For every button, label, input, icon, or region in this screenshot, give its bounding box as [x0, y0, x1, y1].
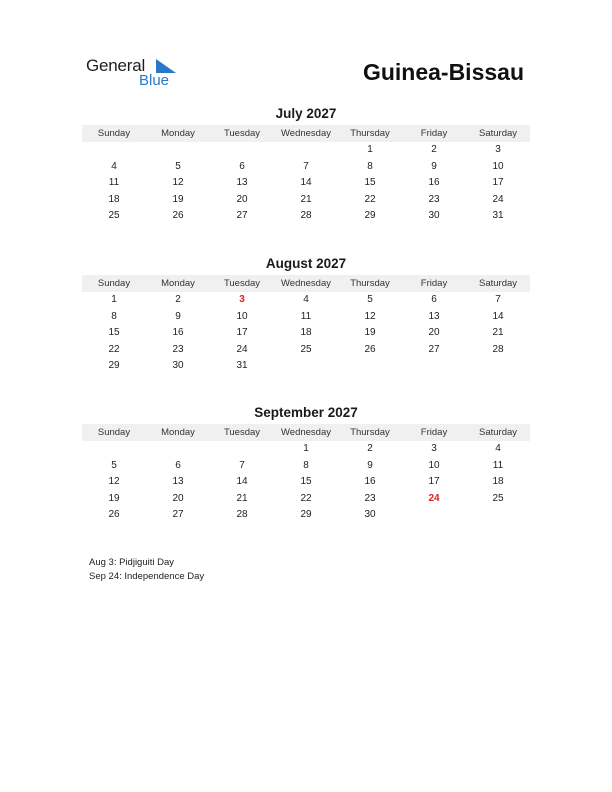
- day-cell: 21: [492, 327, 504, 338]
- day-cell: 14: [236, 476, 248, 487]
- day-cell: 4: [495, 443, 501, 454]
- empty-day-cell: [402, 507, 466, 524]
- weekday-label: Sunday: [97, 427, 131, 438]
- day-cell: 11: [492, 459, 504, 471]
- day-cell: 23: [172, 343, 184, 355]
- day-cell: 7: [239, 459, 245, 471]
- logo-text-blue: Blue: [139, 72, 170, 89]
- month-title: September 2027: [254, 405, 358, 420]
- day-cell: 5: [175, 160, 181, 172]
- month-calendar: [82, 255, 530, 375]
- weekday-label: Sunday: [97, 278, 131, 289]
- day-cell: 23: [364, 492, 376, 504]
- empty-day-cell: [466, 358, 530, 375]
- weekday-label: Thursday: [350, 128, 390, 139]
- day-cell: 3: [431, 443, 437, 454]
- empty-day-cell: [210, 441, 274, 458]
- logo-triangle-icon: [156, 59, 176, 73]
- day-cell: 3: [495, 144, 501, 155]
- day-cell: 20: [428, 327, 440, 338]
- logo-text-general: General: [86, 56, 146, 75]
- day-cell: 20: [172, 492, 184, 504]
- day-cell: 25: [300, 343, 312, 355]
- day-cell: 24: [492, 193, 504, 205]
- day-cell: 29: [108, 360, 120, 371]
- day-cell: 17: [492, 177, 504, 188]
- day-cell: 28: [300, 210, 312, 221]
- day-cell: 8: [111, 310, 117, 322]
- weekday-label: Friday: [420, 128, 448, 139]
- day-cell: 28: [492, 343, 504, 355]
- empty-day-cell: [274, 142, 338, 159]
- holiday-note: Sep 24: Independence Day: [89, 571, 205, 582]
- day-cell: 11: [108, 177, 120, 188]
- day-cell: 13: [172, 476, 184, 487]
- day-cell: 15: [108, 327, 120, 338]
- day-cell: 12: [108, 476, 120, 487]
- weekday-label: Monday: [161, 278, 195, 289]
- empty-day-cell: [338, 358, 402, 375]
- day-cell: 1: [111, 294, 117, 305]
- day-cell: 24: [428, 492, 440, 504]
- day-cell: 31: [492, 210, 504, 221]
- day-cell: 26: [172, 210, 184, 221]
- weekday-header: [82, 125, 530, 142]
- weekday-label: Friday: [420, 427, 448, 438]
- day-cell: 22: [108, 343, 120, 355]
- day-cell: 5: [111, 459, 117, 471]
- month-calendar: [82, 404, 530, 524]
- day-cell: 10: [428, 459, 440, 471]
- day-cell: 19: [172, 193, 184, 205]
- day-cell: 25: [108, 210, 120, 221]
- day-cell: 17: [428, 476, 440, 487]
- logo: [86, 56, 196, 92]
- day-cell: 7: [303, 160, 309, 172]
- weekday-header: [82, 424, 530, 441]
- weekday-label: Friday: [420, 278, 448, 289]
- holiday-notes: [89, 556, 204, 584]
- day-cell: 21: [236, 492, 248, 504]
- day-cell: 12: [172, 177, 184, 188]
- day-cell: 27: [428, 343, 440, 355]
- day-cell: 7: [495, 294, 501, 305]
- day-cell: 27: [172, 509, 184, 520]
- weekday-label: Monday: [161, 427, 195, 438]
- day-cell: 9: [367, 459, 373, 471]
- weekday-label: Saturday: [478, 278, 518, 289]
- day-cell: 10: [492, 160, 504, 172]
- day-cell: 5: [367, 294, 373, 305]
- weekday-label: Wednesday: [281, 278, 331, 289]
- day-cell: 29: [364, 210, 376, 221]
- day-cell: 2: [431, 144, 437, 155]
- day-cell: 25: [492, 492, 504, 504]
- day-cell: 8: [303, 459, 309, 471]
- weekday-label: Saturday: [478, 427, 518, 438]
- day-cell: 27: [236, 210, 248, 221]
- empty-day-cell: [402, 358, 466, 375]
- weekday-label: Sunday: [97, 128, 131, 139]
- day-cell: 15: [300, 476, 312, 487]
- weekday-label: Monday: [161, 128, 195, 139]
- month-title: July 2027: [275, 106, 337, 121]
- day-cell: 1: [303, 443, 309, 454]
- day-cell: 11: [300, 310, 312, 322]
- day-grid: [82, 142, 530, 225]
- day-cell: 13: [428, 310, 440, 322]
- weekday-label: Saturday: [478, 128, 518, 139]
- day-cell: 4: [111, 160, 117, 172]
- day-cell: 14: [300, 177, 312, 188]
- empty-day-cell: [274, 358, 338, 375]
- day-cell: 22: [364, 193, 376, 205]
- empty-day-cell: [146, 441, 210, 458]
- day-cell: 3: [239, 294, 245, 305]
- day-cell: 22: [300, 492, 312, 504]
- day-cell: 19: [108, 492, 120, 504]
- day-cell: 26: [364, 343, 376, 355]
- day-cell: 6: [175, 459, 181, 471]
- day-cell: 13: [236, 177, 248, 188]
- day-cell: 10: [236, 310, 248, 322]
- empty-day-cell: [82, 142, 146, 159]
- day-cell: 24: [236, 343, 248, 355]
- day-cell: 26: [108, 509, 120, 520]
- day-cell: 30: [428, 210, 440, 221]
- day-grid: [82, 292, 530, 375]
- weekday-label: Tuesday: [223, 427, 261, 438]
- day-cell: 8: [367, 160, 373, 172]
- holiday-note: Aug 3: Pidjiguiti Day: [89, 557, 175, 568]
- weekday-label: Tuesday: [223, 128, 261, 139]
- weekday-label: Thursday: [350, 278, 390, 289]
- day-cell: 1: [367, 144, 373, 155]
- empty-day-cell: [146, 142, 210, 159]
- day-cell: 30: [172, 360, 184, 371]
- day-grid: [82, 441, 530, 524]
- weekday-label: Tuesday: [223, 278, 261, 289]
- day-cell: 18: [108, 193, 120, 205]
- day-cell: 16: [364, 476, 376, 487]
- day-cell: 21: [300, 193, 312, 205]
- day-cell: 6: [431, 294, 437, 305]
- day-cell: 14: [492, 310, 504, 322]
- day-cell: 19: [364, 327, 376, 338]
- weekday-label: Thursday: [350, 427, 390, 438]
- day-cell: 28: [236, 509, 248, 520]
- month-title: August 2027: [265, 256, 347, 271]
- country-title: Guinea-Bissau: [362, 59, 524, 85]
- day-cell: 12: [364, 310, 376, 322]
- day-cell: 6: [239, 160, 245, 172]
- day-cell: 17: [236, 327, 248, 338]
- day-cell: 9: [175, 310, 181, 322]
- weekday-header: [82, 275, 530, 292]
- day-cell: 29: [300, 509, 312, 520]
- weekday-label: Wednesday: [281, 128, 331, 139]
- day-cell: 9: [431, 160, 437, 172]
- day-cell: 30: [364, 509, 376, 520]
- day-cell: 2: [367, 443, 373, 454]
- day-cell: 20: [236, 193, 248, 205]
- month-calendar: [82, 105, 530, 225]
- empty-day-cell: [82, 441, 146, 458]
- day-cell: 16: [428, 177, 440, 188]
- day-cell: 16: [172, 327, 184, 338]
- empty-day-cell: [466, 507, 530, 524]
- empty-day-cell: [210, 142, 274, 159]
- day-cell: 4: [303, 294, 309, 305]
- day-cell: 18: [492, 476, 504, 487]
- day-cell: 18: [300, 327, 312, 338]
- day-cell: 23: [428, 193, 440, 205]
- weekday-label: Wednesday: [281, 427, 331, 438]
- day-cell: 15: [364, 177, 376, 188]
- day-cell: 31: [236, 360, 248, 371]
- day-cell: 2: [175, 294, 181, 305]
